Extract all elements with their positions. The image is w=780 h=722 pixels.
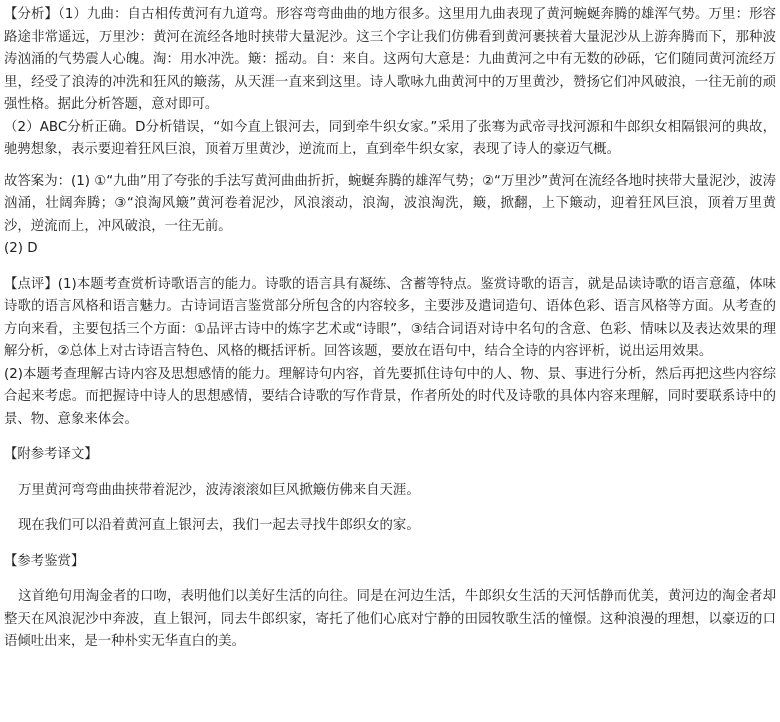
document (4, 4, 776, 654)
spacer (4, 467, 776, 480)
comment-paragraph-1 (4, 274, 776, 364)
answer-paragraph: 故答案为：(1) ①“九曲”用了夸张的手法写黄河曲曲折折，蜿蜒奔腾的雄浑气势；②“万里沙”黄河在流经各地时挟带大量泥沙，波涛汹涌，壮阔奔腾；③“浪淘风簸”黄河卷着泥沙，风浪滚动，浪淘，波浪淘洗，簸，掀翻，上下簸动，迎着狂风巨浪，顶着万里黄沙，逆流而上，冲风破浪，一往无前。 (4, 173, 776, 234)
spacer (4, 502, 776, 515)
analysis-label: 【分析】 (4, 7, 59, 22)
analysis-part1-paragraph (4, 4, 776, 117)
answer-part2: (2) D (4, 241, 38, 256)
comment-paragraph-2: (2)本题考查理解古诗内容及思想感情的能力。理解诗句内容，首先要抓住诗句中的人、物、景、事进行分析，然后再把这些内容综合起来考虑。而把握诗中诗人的思想感情，要结合诗歌的写作背景，作者所处的时代及诗歌的具体内容来理解，同时要联系诗中的景、物、意象来体会。 (4, 366, 776, 427)
analysis-part2-paragraph: （2）ABC分析正确。D分析错误，“如今直上银河去，同到牵牛织女家。”采用了张骞为武帝寻找河源和牛郎织女相隔银河的典故，驰骋想象，表示要迎着狂风巨浪，顶着万里黄沙，逆流而上，直到牵牛织女家，表现了诗人的豪迈气概。 (4, 119, 776, 157)
spacer (4, 538, 776, 551)
spacer (4, 261, 776, 274)
appreciation-label: 【参考鉴赏】 (4, 553, 85, 569)
comment-label: 【点评】 (4, 276, 58, 292)
translation-line-2: 现在我们可以沿着黄河直上银河去，我们一起去寻找牛郎织女的家。 (18, 518, 420, 533)
analysis-part1-text: （1）九曲：自古相传黄河有九道弯。形容弯弯曲曲的地方很多。这里用九曲表现了黄河蜿蜒奔腾的雄浑气势。万里：形容路途非常遥远，万里沙：黄河在流经各地时挟带大量泥沙。这三个字让我们仿佛看到黄河裹挟着大量泥沙从上游奔腾而下，那种波涛汹涌的气势震人心魄。淘：用水冲洗。簸：摇动。自：来自。这两句大意是：九曲黄河之中有无数的砂砾，它们随同黄河流经万里，经受了浪涛的冲洗和狂风的簸荡，从天涯一直来到这里。诗人歌咏九曲黄河中的万里黄沙，赞扬它们冲风破浪，一往无前的顽强性格。据此分析答题，意对即可。 (4, 7, 776, 112)
translation-label: 【附参考译文】 (4, 447, 98, 462)
appreciation-paragraph: 这首绝句用淘金者的口吻，表明他们以美好生活的向往。同是在河边生活，牛郎织女生活的天河恬静而优美，黄河边的淘金者却整天在风浪泥沙中奔波，直上银河，同去牛郎织家，寄托了他们心底对宁静的田园牧歌生活的憧憬。这种浪漫的理想，以豪迈的口语倾吐出来，是一种朴实无华直白的美。 (4, 589, 776, 649)
spacer (4, 573, 776, 586)
translation-line-1: 万里黄河弯弯曲曲挟带着泥沙，波涛滚滚如巨风掀簸仿佛来自天涯。 (18, 482, 420, 498)
spacer (4, 431, 776, 444)
comment-p1-text: (1)本题考查赏析诗歌语言的能力。诗歌的语言具有凝练、含蓄等特点。鉴赏诗歌的语言，就是品读诗歌的语言意蕴，体味诗歌的语言风格和语言魅力。古诗词语言鉴赏部分所包含的内容较多，主要涉及遣词造句、语体色彩、语言风格等方面。从考查的方向来看，主要包括三个方面：①品评古诗中的炼字艺术或“诗眼”，③结合词语对诗中名句的含意、色彩、情味以及表达效果的理解分析，②总体上对古诗语言特色、风格的概括评析。回答该题，要放在语句中，结合全诗的内容评析，说出运用效果。 (4, 276, 777, 359)
spacer (4, 162, 776, 171)
